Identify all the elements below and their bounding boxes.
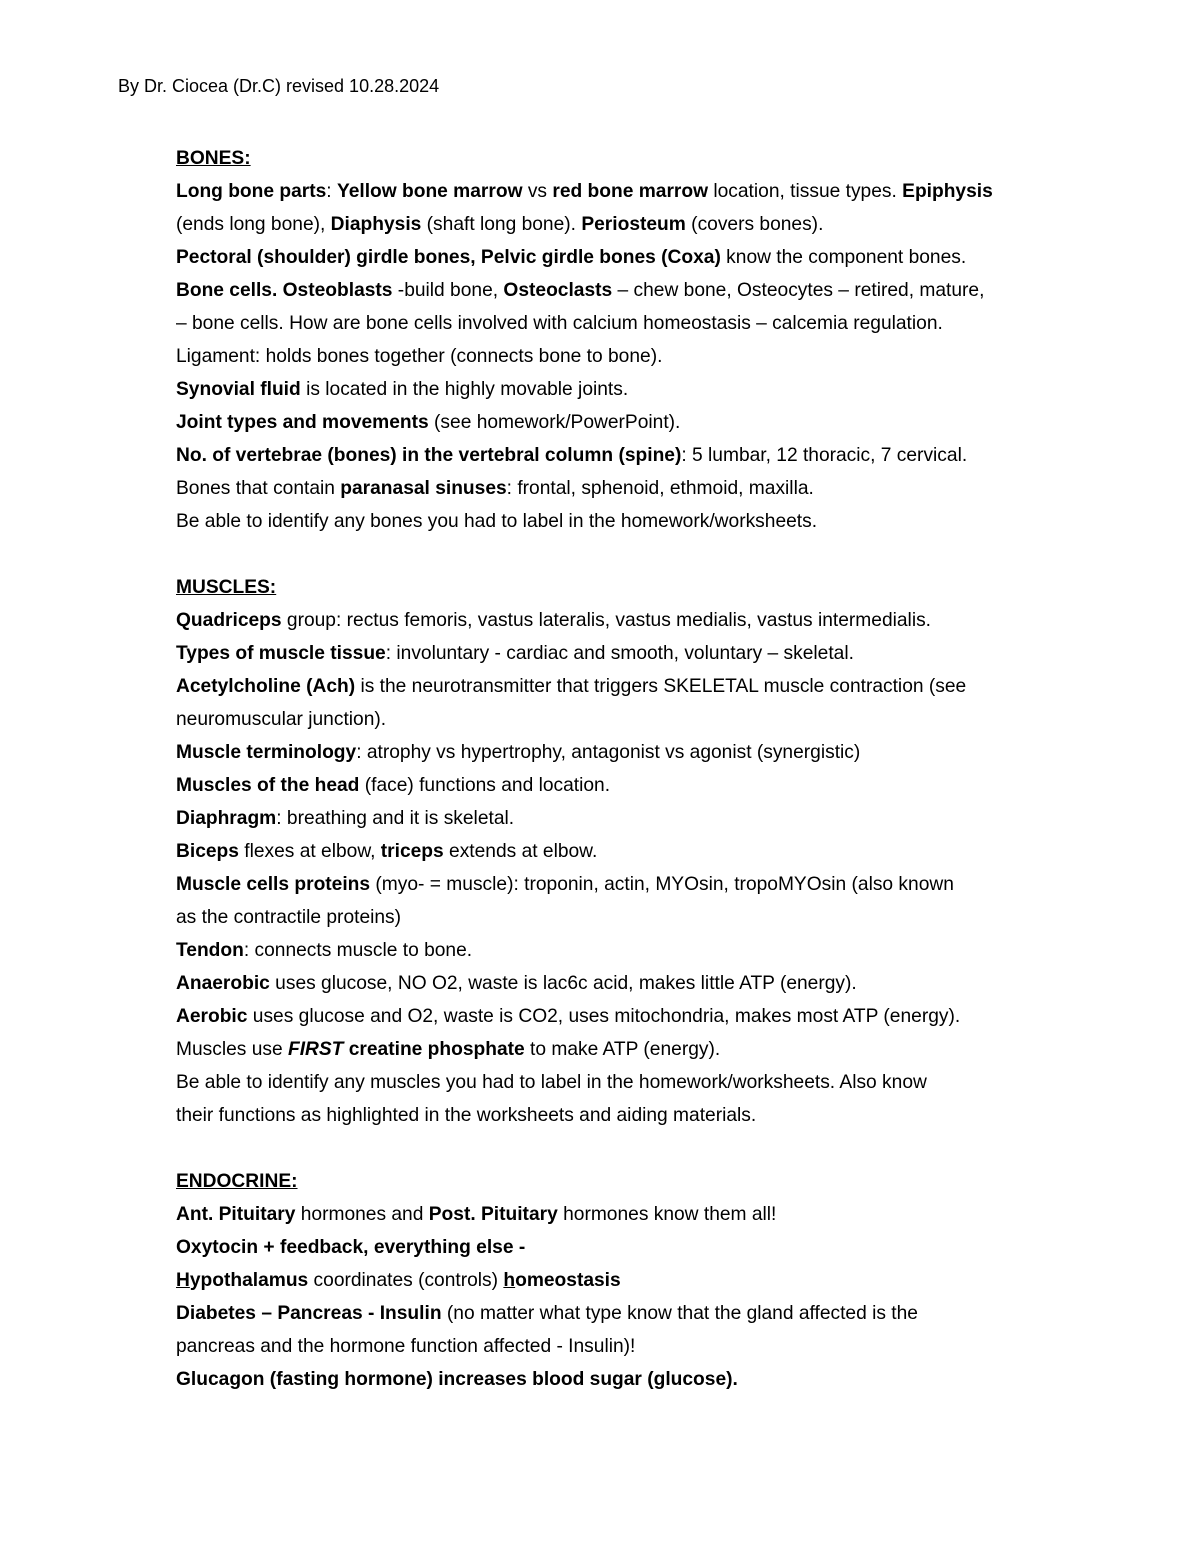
document-header: By Dr. Ciocea (Dr.C) revised 10.28.2024 <box>118 76 440 96</box>
text-line <box>176 274 1076 307</box>
text-line <box>176 934 1076 967</box>
text-run: their functions as highlighted in the worksheets and aiding materials. <box>176 1105 757 1126</box>
text-run: triceps <box>380 841 444 862</box>
text-run: Aerobic <box>176 1006 248 1027</box>
text-line <box>176 868 1076 901</box>
text-run: Ant. Pituitary <box>176 1204 296 1225</box>
text-line <box>176 1000 1076 1033</box>
text-line <box>176 241 1076 274</box>
text-run: (myo- = muscle): troponin, actin, MYOsin, tropoMYOsin (also known <box>370 874 954 895</box>
text-run: : breathing and it is skeletal. <box>276 808 515 829</box>
text-run: Glucagon (fasting hormone) increases blood sugar (glucose). <box>176 1369 738 1390</box>
section-heading: MUSCLES: <box>176 577 277 598</box>
text-line <box>176 670 1076 703</box>
text-run: : frontal, sphenoid, ethmoid, maxilla. <box>506 478 814 499</box>
text-line <box>176 1231 1076 1264</box>
text-run: uses glucose and O2, waste is CO2, uses mitochondria, makes most ATP (energy). <box>247 1006 961 1027</box>
text-run: Diaphysis <box>330 214 422 235</box>
text-run: No. of vertebrae (bones) in the vertebral column (spine) <box>176 445 682 466</box>
text-run: Oxytocin + feedback, everything else - <box>176 1237 526 1258</box>
text-run: Acetylcholine (Ach) <box>176 676 356 697</box>
text-run: Bones that contain <box>176 478 341 499</box>
text-line <box>176 505 1076 538</box>
text-line <box>176 967 1076 1000</box>
text-run: Joint types and movements <box>176 412 429 433</box>
text-run: Osteoclasts <box>503 280 613 301</box>
text-run: to make ATP (energy). <box>524 1039 721 1060</box>
text-run: ypothalamus <box>189 1270 309 1291</box>
text-run: Yellow bone marrow <box>336 181 523 202</box>
text-run: coordinates (controls) <box>308 1270 504 1291</box>
text-run: Periosteum <box>581 214 686 235</box>
text-run: is located in the highly movable joints. <box>300 379 629 400</box>
text-run: pancreas and the hormone function affected - Insulin)! <box>176 1336 636 1357</box>
text-run: group: rectus femoris, vastus lateralis, vastus medialis, vastus intermedialis. <box>281 610 932 631</box>
text-run: Types of muscle tissue <box>176 643 386 664</box>
text-run: : connects muscle to bone. <box>243 940 473 961</box>
text-run: neuromuscular junction). <box>176 709 387 730</box>
text-line <box>176 175 1076 208</box>
text-run: h <box>503 1270 516 1291</box>
text-run: (no matter what type know that the gland affected is the <box>441 1303 918 1324</box>
text-run: omeostasis <box>515 1270 621 1291</box>
section-heading: BONES: <box>176 148 251 169</box>
text-line <box>176 1099 1076 1132</box>
text-line <box>176 406 1076 439</box>
text-run: Ligament: holds bones together (connects bone to bone). <box>176 346 663 367</box>
text-run: – bone cells. How are bone cells involved with calcium homeostasis – calcemia regulation. <box>176 313 943 334</box>
text-run: (see homework/PowerPoint). <box>428 412 681 433</box>
text-line <box>176 769 1076 802</box>
text-line <box>176 439 1076 472</box>
text-run: Bone cells. Osteoblasts <box>176 280 393 301</box>
text-line <box>176 1264 1076 1297</box>
text-run: Long bone parts <box>176 181 327 202</box>
text-run: Diabetes – Pancreas - Insulin <box>176 1303 442 1324</box>
text-run: : 5 lumbar, 12 thoracic, 7 cervical. <box>681 445 968 466</box>
text-run: (ends long bone), <box>176 214 331 235</box>
text-run: Muscle terminology <box>176 742 357 763</box>
section-heading: ENDOCRINE: <box>176 1171 298 1192</box>
text-run: Be able to identify any muscles you had to label in the homework/worksheets. Also know <box>176 1072 927 1093</box>
text-run: – chew bone, Osteocytes – retired, mature, <box>612 280 985 301</box>
text-run: Be able to identify any bones you had to label in the homework/worksheets. <box>176 511 818 532</box>
text-line <box>176 835 1076 868</box>
text-run: (face) functions and location. <box>359 775 611 796</box>
text-run: uses glucose, NO O2, waste is lac6c acid, makes little ATP (energy). <box>269 973 857 994</box>
text-run: Pectoral (shoulder) girdle bones, Pelvic girdle bones (Coxa) <box>176 247 721 268</box>
text-run: hormones know them all! <box>557 1204 777 1225</box>
document-body <box>176 142 1076 1396</box>
text-line <box>176 901 1076 934</box>
text-run: as the contractile proteins) <box>176 907 402 928</box>
text-line <box>176 1066 1076 1099</box>
text-run: Diaphragm <box>176 808 277 829</box>
text-run: : involuntary - cardiac and smooth, voluntary – skeletal. <box>385 643 854 664</box>
text-line <box>176 802 1076 835</box>
text-line <box>176 1363 1076 1396</box>
text-run: vs <box>522 181 553 202</box>
text-line <box>176 637 1076 670</box>
text-run: Epiphysis <box>902 181 993 202</box>
text-line <box>176 736 1076 769</box>
text-line <box>176 703 1076 736</box>
text-run: Quadriceps <box>176 610 282 631</box>
section-spacer <box>176 1132 1076 1165</box>
text-run: red bone marrow <box>552 181 709 202</box>
text-line <box>176 307 1076 340</box>
text-run: FIRST <box>287 1039 344 1060</box>
text-run: location, tissue types. <box>708 181 903 202</box>
text-run: -build bone, <box>392 280 504 301</box>
text-line <box>176 1198 1076 1231</box>
text-run: (covers bones). <box>685 214 824 235</box>
text-run: know the component bones. <box>720 247 967 268</box>
text-run: Synovial fluid <box>176 379 301 400</box>
text-run: (shaft long bone). <box>421 214 582 235</box>
text-run: hormones and <box>295 1204 429 1225</box>
text-run: Muscles of the head <box>176 775 360 796</box>
text-line <box>176 1033 1076 1066</box>
text-run: paranasal sinuses <box>340 478 507 499</box>
text-run: Post. Pituitary <box>428 1204 558 1225</box>
text-run: : <box>326 181 337 202</box>
text-run: Muscle cells proteins <box>176 874 371 895</box>
text-run: creatine phosphate <box>348 1039 525 1060</box>
text-run: is the neurotransmitter that triggers SKELETAL muscle contraction (see <box>355 676 967 697</box>
text-run: H <box>176 1270 190 1291</box>
text-run: Anaerobic <box>176 973 270 994</box>
text-line <box>176 373 1076 406</box>
text-run: flexes at elbow, <box>238 841 381 862</box>
text-run: : atrophy vs hypertrophy, antagonist vs agonist (synergistic) <box>356 742 861 763</box>
text-line <box>176 1330 1076 1363</box>
text-run: Biceps <box>176 841 239 862</box>
text-line <box>176 208 1076 241</box>
text-line <box>176 1297 1076 1330</box>
text-run: Tendon <box>176 940 244 961</box>
section-spacer <box>176 538 1076 571</box>
text-line <box>176 604 1076 637</box>
text-line <box>176 472 1076 505</box>
text-run: extends at elbow. <box>443 841 598 862</box>
text-line <box>176 340 1076 373</box>
text-run: Muscles use <box>176 1039 288 1060</box>
